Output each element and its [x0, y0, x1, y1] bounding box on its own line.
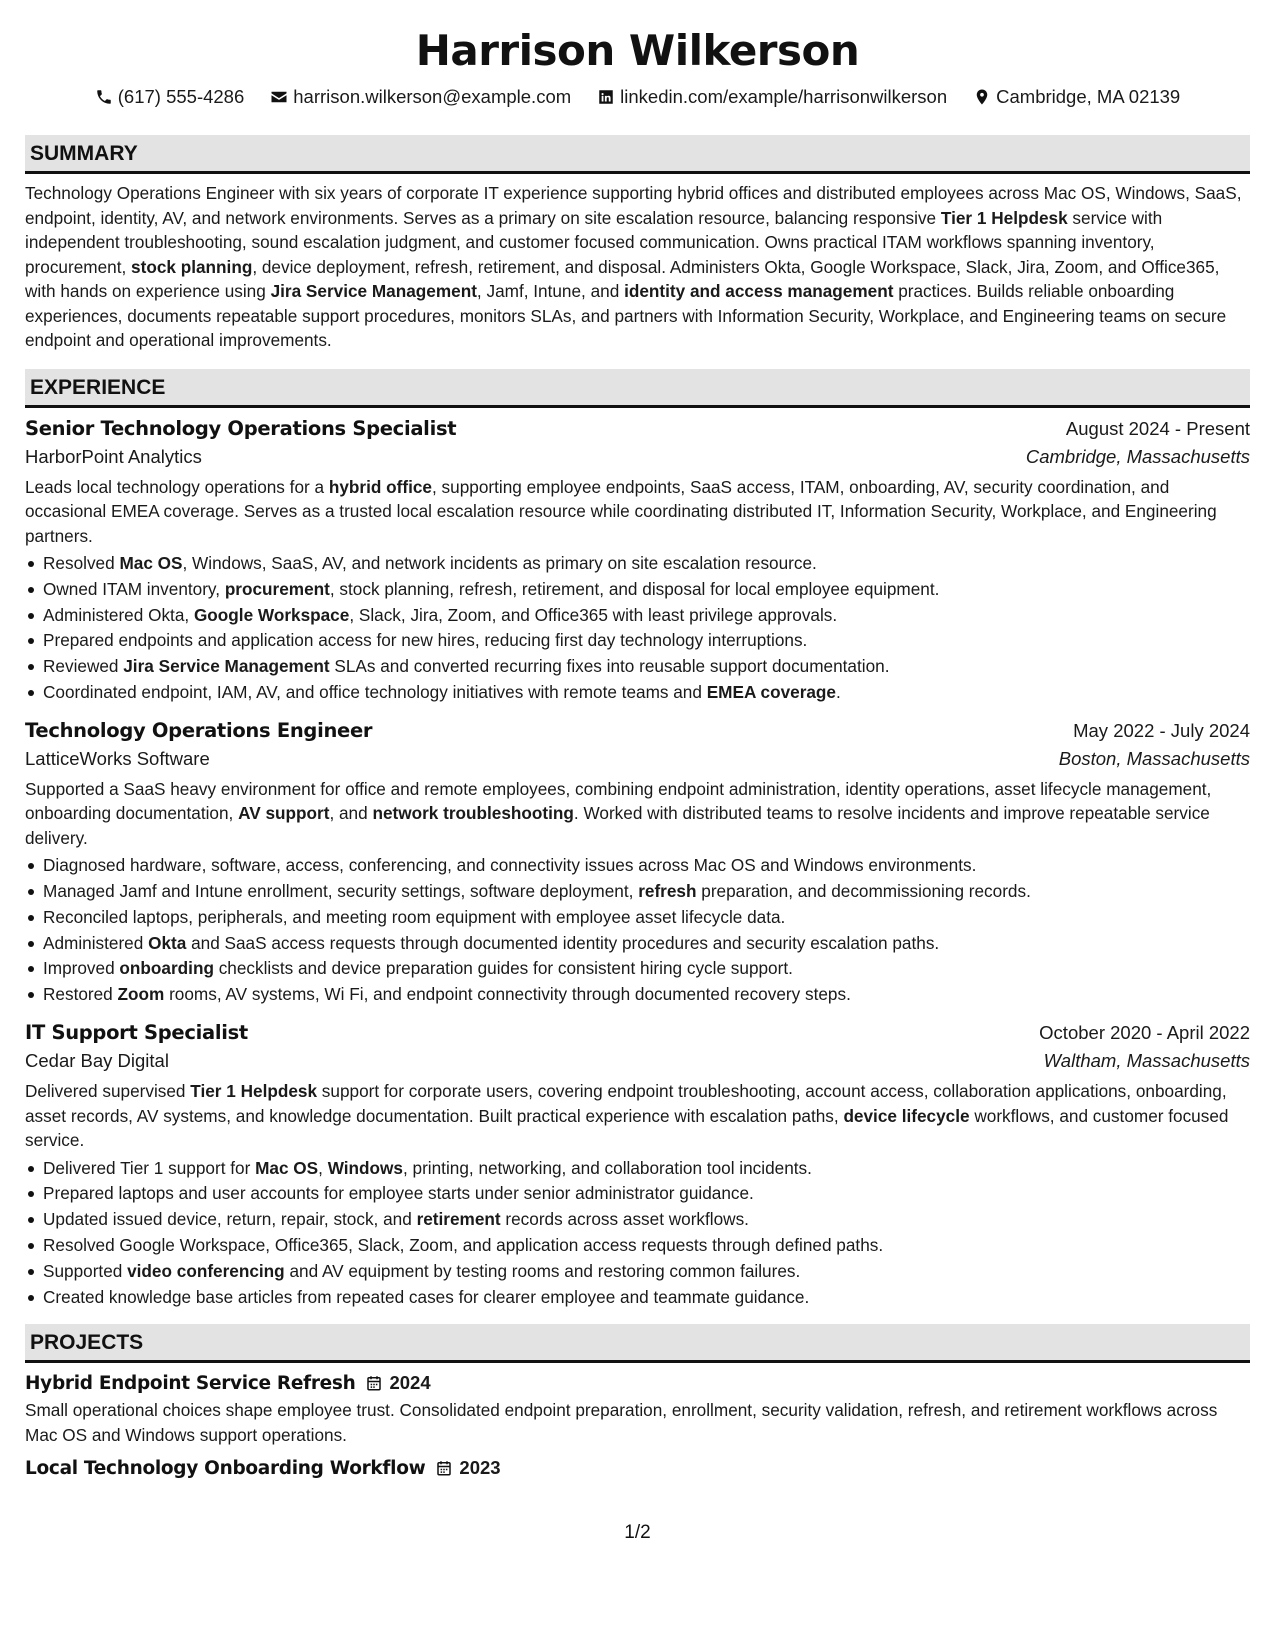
text-run: Improved [43, 958, 120, 979]
text-run: records across asset workflows. [500, 1209, 749, 1230]
text-run: Administered [43, 932, 149, 953]
job-entry [25, 719, 1250, 1008]
job-company: Cedar Bay Digital [25, 1050, 169, 1072]
bullet-item [25, 905, 1250, 931]
text-run: Supported a SaaS heavy environment for office and remote employees, combining endpoint administration, identity operations, asset lifecycle management, onboarding documentation, [25, 778, 1212, 824]
linkedin-text[interactable]: linkedin.com/example/harrisonwilkerson [620, 86, 948, 107]
contact-location [973, 86, 1180, 108]
bold-keyword: Google Workspace [193, 604, 350, 625]
bullet-item [25, 603, 1250, 629]
project-year-text: 2023 [459, 1457, 501, 1479]
text-run: Diagnosed hardware, software, access, conferencing, and connectivity issues across Mac OS and Windows environments. [43, 855, 977, 876]
calendar-icon [365, 1374, 383, 1392]
text-run: Owned ITAM inventory, [43, 578, 225, 599]
bold-keyword: refresh [638, 881, 697, 902]
bullet-item [25, 982, 1250, 1008]
candidate-name: Harrison Wilkerson [415, 26, 860, 75]
bold-keyword: device lifecycle [843, 1105, 970, 1126]
job-company: LatticeWorks Software [25, 747, 210, 769]
job-dates: August 2024 - Present [1065, 417, 1250, 439]
text-run: service with independent troubleshooting, sound escalation judgment, and customer focused communication. Owns practical ITAM workflows spanning inventory, procurement, [25, 207, 1163, 277]
text-run: , [318, 1157, 328, 1178]
text-run: . [836, 681, 841, 702]
bold-keyword: Tier 1 Helpdesk [940, 207, 1068, 228]
location-text: Cambridge, MA 02139 [996, 86, 1181, 107]
job-location: Waltham, Massachusetts [1043, 1050, 1250, 1072]
project-title: Hybrid Endpoint Service Refresh [25, 1372, 356, 1394]
job-entry [25, 1021, 1250, 1310]
bold-keyword: Tier 1 Helpdesk [190, 1081, 318, 1102]
projects-heading: PROJECTS [25, 1324, 1250, 1363]
text-run: preparation, and decommissioning records. [696, 881, 1031, 902]
text-run: , stock planning, refresh, retirement, and disposal for local employee equipment. [329, 578, 940, 599]
bullet-item [25, 654, 1250, 680]
text-run: , supporting employee endpoints, SaaS access, ITAM, onboarding, AV, security coordination, and occasional EMEA coverage. Serves as a trusted local escalation resource while coordinating distributed IT, Information Security, Workplace, and Engineering partners. [25, 476, 1217, 546]
text-run: Prepared endpoints and application access for new hires, reducing first day technology interruptions. [43, 630, 808, 651]
bold-keyword: retirement [416, 1209, 501, 1230]
bullet-item [25, 577, 1250, 603]
bold-keyword: network troubleshooting [372, 803, 574, 824]
bold-keyword: Okta [148, 932, 187, 953]
job-bullets [25, 1156, 1250, 1311]
bullet-item [25, 1156, 1250, 1182]
bullet-item [25, 1285, 1250, 1311]
bullet-item [25, 1181, 1250, 1207]
project-year-text: 2024 [389, 1372, 431, 1394]
project-title: Local Technology Onboarding Workflow [25, 1457, 426, 1479]
text-run: Managed Jamf and Intune enrollment, security settings, software deployment, [43, 881, 639, 902]
bullet-item [25, 931, 1250, 957]
phone-text: (617) 555-4286 [117, 86, 245, 107]
phone-icon [95, 88, 113, 106]
project-entry [25, 1372, 1250, 1447]
bullet-item [25, 1207, 1250, 1233]
text-run: SLAs and converted recurring fixes into reusable support documentation. [329, 656, 890, 677]
job-title: Senior Technology Operations Specialist [25, 416, 457, 440]
bold-keyword: Zoom [117, 984, 165, 1005]
bold-keyword: AV support [238, 803, 330, 824]
job-description [25, 1079, 1250, 1153]
text-run: , Jamf, Intune, and [476, 281, 625, 301]
bullet-item [25, 879, 1250, 905]
map-pin-icon [973, 88, 991, 106]
project-entry [25, 1457, 1250, 1479]
bullet-item [25, 1233, 1250, 1259]
experience-heading: EXPERIENCE [25, 369, 1250, 408]
text-run: Supported [43, 1260, 128, 1281]
resume-page [25, 0, 1250, 1650]
bold-keyword: stock planning [131, 256, 253, 277]
bold-keyword: Jira Service Management [270, 281, 477, 301]
job-title: Technology Operations Engineer [25, 718, 373, 742]
job-entry [25, 417, 1250, 706]
bold-keyword: onboarding [119, 958, 214, 979]
text-run: , device deployment, refresh, retirement, and disposal. Administers Okta, Google Workspace, Slack, Jira, Zoom, and Office365, with hands on experience using [25, 256, 1220, 301]
text-run: workflows, and customer focused service. [25, 1105, 1229, 1151]
contact-phone [95, 86, 245, 108]
bold-keyword: EMEA coverage [706, 681, 836, 702]
bullet-item [25, 680, 1250, 706]
text-run: support for corporate users, covering endpoint troubleshooting, account access, collaboration applications, onboarding, asset records, AV systems, and knowledge documentation. Built practical experience with escalation paths, [25, 1081, 1227, 1126]
bullet-item [25, 853, 1250, 879]
page-number: 1/2 [624, 1522, 651, 1543]
text-run: Prepared laptops and user accounts for employee starts under senior administrator guidance. [43, 1183, 754, 1204]
job-description [25, 475, 1250, 549]
bold-keyword: Mac OS [119, 553, 183, 573]
text-run: and AV equipment by testing rooms and restoring common failures. [284, 1260, 801, 1281]
job-description [25, 777, 1250, 851]
job-bullets [25, 853, 1250, 1008]
text-run: Administered Okta, [43, 604, 194, 625]
bold-keyword: Mac OS [255, 1157, 319, 1178]
job-dates: May 2022 - July 2024 [1073, 719, 1250, 741]
text-run: , printing, networking, and collaboration tool incidents. [402, 1157, 812, 1178]
contact-bar [25, 84, 1250, 110]
bold-keyword: video conferencing [127, 1260, 285, 1281]
text-run: Resolved Google Workspace, Office365, Slack, Zoom, and application access requests through defined paths. [43, 1234, 884, 1255]
project-year [435, 1457, 500, 1479]
project-description: Small operational choices shape employee trust. Consolidated endpoint preparation, enrollment, security validation, refresh, and retirement workflows across Mac OS and Windows support operations. [25, 1400, 1218, 1445]
bold-keyword: hybrid office [328, 476, 432, 497]
text-run: Resolved [43, 553, 120, 573]
contact-email[interactable] [270, 86, 571, 108]
text-run: Reviewed [43, 656, 124, 677]
job-company: HarborPoint Analytics [25, 445, 202, 467]
bold-keyword: identity and access management [624, 281, 894, 301]
email-text[interactable]: harrison.wilkerson@example.com [293, 86, 572, 107]
envelope-icon [270, 88, 288, 106]
text-run: Created knowledge base articles from repeated cases for clearer employee and teammate guidance. [43, 1286, 810, 1307]
bullet-item [25, 628, 1250, 654]
text-run: Coordinated endpoint, IAM, AV, and office technology initiatives with remote teams and [43, 681, 707, 702]
text-run: checklists and device preparation guides for consistent hiring cycle support. [213, 958, 793, 979]
bold-keyword: procurement [224, 578, 330, 599]
job-bullets [25, 551, 1250, 706]
text-run: . Worked with distributed teams to resolve incidents and improve repeatable service delivery. [25, 803, 1210, 848]
text-run: rooms, AV systems, Wi Fi, and endpoint connectivity through documented recovery steps. [164, 984, 851, 1005]
text-run: Delivered Tier 1 support for [43, 1157, 256, 1178]
text-run: Updated issued device, return, repair, stock, and [43, 1209, 417, 1230]
job-location: Cambridge, Massachusetts [1025, 445, 1250, 467]
bold-keyword: Jira Service Management [123, 656, 330, 677]
text-run: Restored [43, 984, 118, 1005]
linkedin-icon [597, 88, 615, 106]
text-run: , Slack, Jira, Zoom, and Office365 with least privilege approvals. [349, 604, 838, 625]
job-dates: October 2020 - April 2022 [1039, 1022, 1250, 1044]
text-run: , Windows, SaaS, AV, and network incidents as primary on site escalation resource. [182, 553, 817, 573]
text-run: Reconciled laptops, peripherals, and meeting room equipment with employee asset lifecycle data. [43, 906, 786, 927]
bullet-item [25, 956, 1250, 982]
text-run: Technology Operations Engineer with six years of corporate IT experience supporting hybrid offices and distributed employees across Mac OS, Windows, SaaS, endpoint, identity, AV, and network environments. Serves as a primary on site escalation resource, balancing responsive [25, 183, 1242, 228]
text-run: Leads local technology operations for a [25, 476, 329, 497]
summary-heading: SUMMARY [25, 135, 1250, 174]
bold-keyword: Windows [327, 1157, 403, 1178]
contact-linkedin[interactable] [597, 86, 947, 108]
bullet-item [25, 551, 1250, 577]
calendar-icon [435, 1459, 453, 1477]
text-run: practices. Builds reliable onboarding experiences, documents repeatable support procedures, monitors SLAs, and partners with Information Security, Workplace, and Engineering teams on secure endpoint and operational improvements. [25, 281, 1227, 350]
bullet-item [25, 1259, 1250, 1285]
job-title: IT Support Specialist [25, 1021, 248, 1045]
text-run: , and [329, 803, 373, 824]
job-location: Boston, Massachusetts [1058, 747, 1250, 769]
project-year [365, 1372, 430, 1394]
summary-paragraph [25, 181, 1250, 353]
text-run: Delivered supervised [25, 1081, 191, 1102]
text-run: and SaaS access requests through documented identity procedures and security escalation paths. [186, 932, 940, 953]
